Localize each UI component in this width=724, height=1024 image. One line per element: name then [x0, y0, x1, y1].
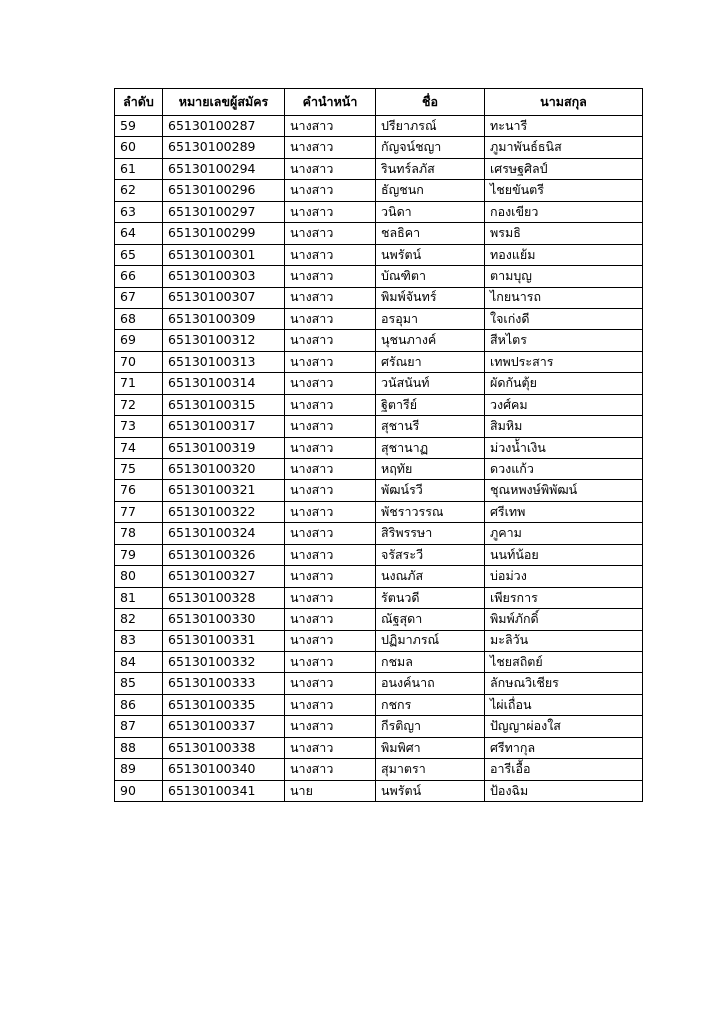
cell-last-name: สีหไตร	[485, 330, 643, 351]
cell-first-name: นพรัตน์	[376, 244, 485, 265]
cell-applicant-number: 65130100327	[163, 566, 285, 587]
cell-order: 66	[115, 266, 163, 287]
cell-last-name: ไชยสถิตย์	[485, 651, 643, 672]
cell-last-name: ทองแย้ม	[485, 244, 643, 265]
cell-title: นางสาว	[285, 716, 376, 737]
cell-last-name: ป้องฉิม	[485, 780, 643, 801]
cell-last-name: ภูคาม	[485, 523, 643, 544]
cell-first-name: วนิดา	[376, 201, 485, 222]
cell-applicant-number: 65130100341	[163, 780, 285, 801]
cell-applicant-number: 65130100299	[163, 223, 285, 244]
cell-title: นางสาว	[285, 544, 376, 565]
cell-last-name: ดวงแก้ว	[485, 459, 643, 480]
table-row	[115, 501, 643, 522]
cell-applicant-number: 65130100317	[163, 416, 285, 437]
cell-last-name: ปัญญาผ่องใส	[485, 716, 643, 737]
cell-applicant-number: 65130100337	[163, 716, 285, 737]
cell-last-name: เทพประสาร	[485, 351, 643, 372]
table-row	[115, 523, 643, 544]
cell-applicant-number: 65130100340	[163, 759, 285, 780]
table-row	[115, 158, 643, 179]
cell-applicant-number: 65130100296	[163, 180, 285, 201]
cell-first-name: จรัสระวี	[376, 544, 485, 565]
cell-title: นางสาว	[285, 394, 376, 415]
cell-title: นางสาว	[285, 630, 376, 651]
cell-first-name: พิมพิศา	[376, 737, 485, 758]
cell-order: 65	[115, 244, 163, 265]
cell-order: 89	[115, 759, 163, 780]
cell-title: นางสาว	[285, 673, 376, 694]
cell-title: นางสาว	[285, 694, 376, 715]
cell-first-name: ณัฐสุดา	[376, 609, 485, 630]
table-row	[115, 716, 643, 737]
table-row	[115, 223, 643, 244]
cell-title: นางสาว	[285, 158, 376, 179]
cell-last-name: บ่อม่วง	[485, 566, 643, 587]
cell-last-name: ตามบุญ	[485, 266, 643, 287]
cell-title: นางสาว	[285, 308, 376, 329]
table-row	[115, 651, 643, 672]
cell-order: 70	[115, 351, 163, 372]
cell-last-name: พิมพ์ภักดิ์	[485, 609, 643, 630]
cell-applicant-number: 65130100338	[163, 737, 285, 758]
cell-last-name: ภูมาพันธ์ธนิส	[485, 137, 643, 158]
table-row	[115, 116, 643, 137]
cell-order: 62	[115, 180, 163, 201]
cell-order: 73	[115, 416, 163, 437]
cell-applicant-number: 65130100307	[163, 287, 285, 308]
cell-applicant-number: 65130100321	[163, 480, 285, 501]
cell-title: นางสาว	[285, 244, 376, 265]
cell-first-name: ธัญชนก	[376, 180, 485, 201]
table-row	[115, 437, 643, 458]
cell-last-name: ม่วงน้ำเงิน	[485, 437, 643, 458]
cell-title: นางสาว	[285, 609, 376, 630]
cell-last-name: ใจเก่งดี	[485, 308, 643, 329]
cell-order: 74	[115, 437, 163, 458]
cell-order: 68	[115, 308, 163, 329]
table-row	[115, 180, 643, 201]
cell-last-name: เศรษฐศิลป์	[485, 158, 643, 179]
cell-title: นางสาว	[285, 480, 376, 501]
cell-last-name: พรมธิ	[485, 223, 643, 244]
applicant-table	[114, 88, 643, 802]
cell-last-name: เพียรการ	[485, 587, 643, 608]
cell-first-name: นพรัตน์	[376, 780, 485, 801]
cell-first-name: สุมาตรา	[376, 759, 485, 780]
cell-title: นางสาว	[285, 137, 376, 158]
table-row	[115, 373, 643, 394]
table-row	[115, 566, 643, 587]
cell-applicant-number: 65130100313	[163, 351, 285, 372]
cell-first-name: ศรัณยา	[376, 351, 485, 372]
cell-applicant-number: 65130100289	[163, 137, 285, 158]
cell-applicant-number: 65130100328	[163, 587, 285, 608]
cell-last-name: กองเขียว	[485, 201, 643, 222]
table-row	[115, 459, 643, 480]
table-row	[115, 587, 643, 608]
cell-order: 79	[115, 544, 163, 565]
cell-first-name: รินทร์ลภัส	[376, 158, 485, 179]
table-row	[115, 673, 643, 694]
table-row	[115, 544, 643, 565]
cell-applicant-number: 65130100314	[163, 373, 285, 394]
table-row	[115, 137, 643, 158]
table-row	[115, 266, 643, 287]
cell-applicant-number: 65130100333	[163, 673, 285, 694]
cell-order: 85	[115, 673, 163, 694]
cell-first-name: ปฏิมาภรณ์	[376, 630, 485, 651]
cell-order: 78	[115, 523, 163, 544]
cell-order: 72	[115, 394, 163, 415]
cell-first-name: วนัสนันท์	[376, 373, 485, 394]
cell-applicant-number: 65130100320	[163, 459, 285, 480]
cell-order: 86	[115, 694, 163, 715]
table-row	[115, 394, 643, 415]
cell-order: 80	[115, 566, 163, 587]
cell-applicant-number: 65130100309	[163, 308, 285, 329]
cell-last-name: ลักษณวิเชียร	[485, 673, 643, 694]
header-first-name: ชื่อ	[376, 89, 485, 116]
cell-order: 90	[115, 780, 163, 801]
cell-order: 75	[115, 459, 163, 480]
cell-first-name: รัตนวดี	[376, 587, 485, 608]
cell-order: 60	[115, 137, 163, 158]
cell-applicant-number: 65130100312	[163, 330, 285, 351]
table-row	[115, 287, 643, 308]
cell-first-name: กชมล	[376, 651, 485, 672]
cell-title: นางสาว	[285, 651, 376, 672]
cell-applicant-number: 65130100324	[163, 523, 285, 544]
header-applicant-number: หมายเลขผู้สมัคร	[163, 89, 285, 116]
cell-last-name: ผัดกันตุ้ย	[485, 373, 643, 394]
cell-first-name: พัชราวรรณ	[376, 501, 485, 522]
cell-first-name: อรอุมา	[376, 308, 485, 329]
cell-title: นางสาว	[285, 737, 376, 758]
cell-applicant-number: 65130100287	[163, 116, 285, 137]
cell-title: นางสาว	[285, 266, 376, 287]
cell-applicant-number: 65130100330	[163, 609, 285, 630]
cell-applicant-number: 65130100303	[163, 266, 285, 287]
cell-title: นางสาว	[285, 201, 376, 222]
cell-title: นาย	[285, 780, 376, 801]
cell-applicant-number: 65130100297	[163, 201, 285, 222]
cell-title: นางสาว	[285, 373, 376, 394]
cell-title: นางสาว	[285, 223, 376, 244]
cell-applicant-number: 65130100322	[163, 501, 285, 522]
cell-last-name: ชุณหพงษ์พิพัฒน์	[485, 480, 643, 501]
cell-title: นางสาว	[285, 459, 376, 480]
cell-last-name: ศรีทากุล	[485, 737, 643, 758]
table-row	[115, 416, 643, 437]
cell-first-name: ฐิตารีย์	[376, 394, 485, 415]
cell-order: 88	[115, 737, 163, 758]
cell-order: 69	[115, 330, 163, 351]
table-row	[115, 308, 643, 329]
cell-title: นางสาว	[285, 116, 376, 137]
cell-first-name: สุชานรี	[376, 416, 485, 437]
table-body	[115, 116, 643, 802]
cell-applicant-number: 65130100332	[163, 651, 285, 672]
cell-first-name: กัญจน์ชญา	[376, 137, 485, 158]
cell-first-name: นงณภัส	[376, 566, 485, 587]
cell-applicant-number: 65130100319	[163, 437, 285, 458]
cell-applicant-number: 65130100335	[163, 694, 285, 715]
cell-last-name: นนท์น้อย	[485, 544, 643, 565]
table-row	[115, 244, 643, 265]
cell-order: 63	[115, 201, 163, 222]
table-row	[115, 630, 643, 651]
cell-order: 77	[115, 501, 163, 522]
cell-first-name: บัณฑิตา	[376, 266, 485, 287]
cell-last-name: อารีเอื้อ	[485, 759, 643, 780]
cell-applicant-number: 65130100331	[163, 630, 285, 651]
cell-title: นางสาว	[285, 523, 376, 544]
cell-order: 67	[115, 287, 163, 308]
cell-first-name: พัฒน์รวี	[376, 480, 485, 501]
cell-last-name: มะลิวัน	[485, 630, 643, 651]
cell-first-name: หฤทัย	[376, 459, 485, 480]
cell-order: 84	[115, 651, 163, 672]
table-row	[115, 351, 643, 372]
cell-last-name: ศรีเทพ	[485, 501, 643, 522]
table-row	[115, 330, 643, 351]
cell-title: นางสาว	[285, 587, 376, 608]
header-last-name: นามสกุล	[485, 89, 643, 116]
cell-order: 81	[115, 587, 163, 608]
cell-first-name: กชกร	[376, 694, 485, 715]
cell-applicant-number: 65130100301	[163, 244, 285, 265]
table-row	[115, 201, 643, 222]
cell-order: 82	[115, 609, 163, 630]
header-order: ลำดับ	[115, 89, 163, 116]
cell-title: นางสาว	[285, 180, 376, 201]
cell-title: นางสาว	[285, 566, 376, 587]
cell-order: 59	[115, 116, 163, 137]
cell-title: นางสาว	[285, 416, 376, 437]
table-row	[115, 737, 643, 758]
cell-applicant-number: 65130100294	[163, 158, 285, 179]
table-row	[115, 609, 643, 630]
cell-order: 64	[115, 223, 163, 244]
cell-first-name: สิริพรรษา	[376, 523, 485, 544]
cell-first-name: ปรียาภรณ์	[376, 116, 485, 137]
header-title: คำนำหน้า	[285, 89, 376, 116]
cell-title: นางสาว	[285, 501, 376, 522]
cell-first-name: อนงค์นาถ	[376, 673, 485, 694]
cell-order: 76	[115, 480, 163, 501]
table-row	[115, 759, 643, 780]
table-header-row	[115, 89, 643, 116]
cell-applicant-number: 65130100326	[163, 544, 285, 565]
cell-last-name: ทะนารี	[485, 116, 643, 137]
cell-last-name: สิมหิม	[485, 416, 643, 437]
cell-first-name: ชลธิคา	[376, 223, 485, 244]
cell-title: นางสาว	[285, 437, 376, 458]
table-row	[115, 780, 643, 801]
cell-last-name: วงศ์คม	[485, 394, 643, 415]
cell-first-name: กีรติญา	[376, 716, 485, 737]
cell-title: นางสาว	[285, 330, 376, 351]
cell-title: นางสาว	[285, 759, 376, 780]
cell-last-name: ไชยขันตรี	[485, 180, 643, 201]
cell-last-name: ไผ่เถื่อน	[485, 694, 643, 715]
cell-order: 71	[115, 373, 163, 394]
cell-first-name: นุชนภางค์	[376, 330, 485, 351]
cell-applicant-number: 65130100315	[163, 394, 285, 415]
cell-order: 87	[115, 716, 163, 737]
cell-title: นางสาว	[285, 287, 376, 308]
table-row	[115, 694, 643, 715]
cell-first-name: พิมพ์จันทร์	[376, 287, 485, 308]
cell-order: 61	[115, 158, 163, 179]
cell-order: 83	[115, 630, 163, 651]
cell-title: นางสาว	[285, 351, 376, 372]
cell-first-name: สุชานาฏ	[376, 437, 485, 458]
cell-last-name: ไกยนารถ	[485, 287, 643, 308]
table-row	[115, 480, 643, 501]
